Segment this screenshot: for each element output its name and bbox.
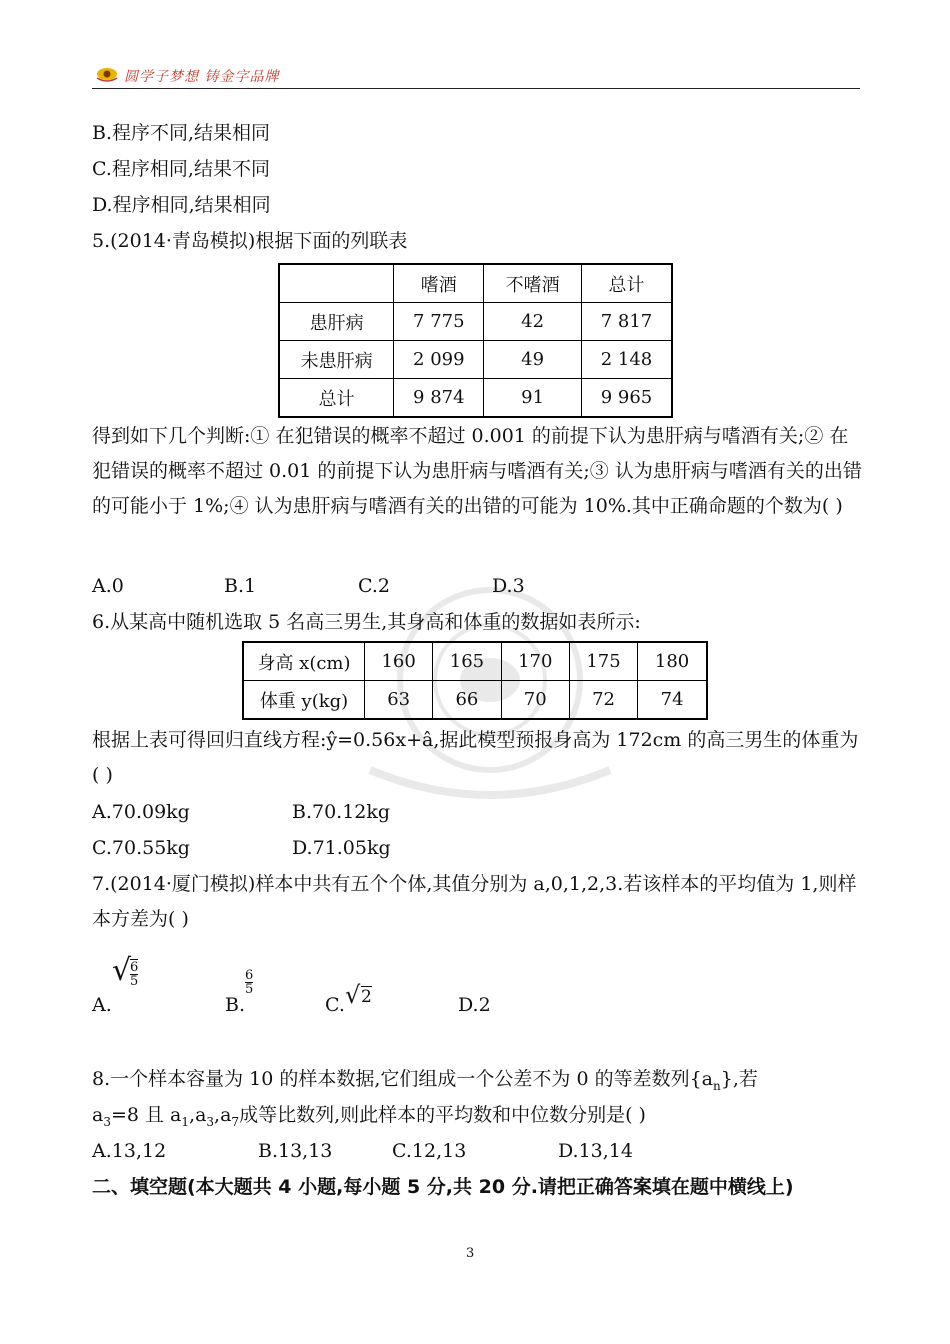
- table-cell: 身高 x(cm): [243, 642, 365, 681]
- table-row: [279, 341, 672, 379]
- table-cell: 总计: [279, 379, 394, 418]
- q6-option-d: D.71.05kg: [292, 837, 391, 859]
- q6-option-b: B.70.12kg: [292, 801, 391, 823]
- q8-option-a: A.13,12: [92, 1140, 167, 1162]
- table-row: [279, 303, 672, 341]
- table-cell: 7 817: [581, 303, 672, 341]
- table-cell: 42: [484, 303, 582, 341]
- table-cell: 72: [569, 681, 637, 720]
- table-cell: 63: [365, 681, 433, 720]
- table-row: [243, 642, 707, 681]
- table-cell: 7 775: [394, 303, 484, 341]
- table-cell: 160: [365, 642, 433, 681]
- table-cell: 2 099: [394, 341, 484, 379]
- q7-option-a-label: A.: [92, 994, 112, 1016]
- header-slogan: 圆学子梦想 铸金字品牌: [124, 69, 280, 85]
- q6-option-c: C.70.55kg: [92, 837, 190, 859]
- table-cell: 74: [638, 681, 707, 720]
- table-cell: 总计: [581, 264, 672, 303]
- table-cell: [279, 264, 394, 303]
- fraction: [245, 969, 253, 996]
- table-cell: 66: [433, 681, 501, 720]
- q5-option-a: A.0: [92, 575, 124, 597]
- table-cell: 91: [484, 379, 582, 418]
- question-8-line1: 8.一个样本容量为 10 的样本数据,它们组成一个公差不为 0 的等差数列$\{a_n\}$,若: [92, 1068, 758, 1093]
- q6-option-a: A.70.09kg: [92, 801, 190, 823]
- height-weight-table: [242, 641, 708, 720]
- table-cell: 180: [638, 642, 707, 681]
- table-cell: 患肝病: [279, 303, 394, 341]
- page-number: 3: [466, 1246, 475, 1261]
- option-d-line: D.程序相同,结果相同: [92, 194, 271, 216]
- table-cell: 9 874: [394, 379, 484, 418]
- table-cell: 170: [501, 642, 569, 681]
- contingency-table: [278, 263, 673, 418]
- question-7-text: 7.(2014·厦门模拟)样本中共有五个个体,其值分别为 a,0,1,2,3.若该样本的平均值为 1,则样本方差为( ): [92, 873, 857, 930]
- q5-option-c: C.2: [358, 575, 390, 597]
- radicand: 2: [361, 987, 372, 1007]
- table-cell: 9 965: [581, 379, 672, 418]
- sqrt-icon: √: [345, 981, 361, 1009]
- table-cell: 不嗜酒: [484, 264, 582, 303]
- option-b-line: B.程序不同,结果相同: [92, 122, 271, 144]
- section-2-heading: 二、填空题(本大题共 4 小题,每小题 5 分,共 20 分.请把正确答案填在题中横线上): [92, 1176, 794, 1198]
- question-6-title: 6.从某高中随机选取 5 名高三男生,其身高和体重的数据如表所示:: [92, 611, 641, 633]
- fraction-numerator: 6: [245, 968, 254, 983]
- page-header: [92, 64, 860, 89]
- table-row: [279, 264, 672, 303]
- table-cell: 49: [484, 341, 582, 379]
- table-cell: 165: [433, 642, 501, 681]
- logo-icon: [96, 66, 118, 82]
- option-c-line: C.程序相同,结果不同: [92, 158, 270, 180]
- q7-option-c-label: C.: [325, 994, 345, 1016]
- fraction-denominator: 5: [245, 982, 254, 997]
- sqrt-icon: √: [112, 953, 132, 988]
- table-cell: 未患肝病: [279, 341, 394, 379]
- q8-option-d: D.13,14: [558, 1140, 633, 1162]
- table-cell: 70: [501, 681, 569, 720]
- q8-option-b: B.13,13: [258, 1140, 333, 1162]
- q7-option-b-label: B.: [225, 994, 246, 1016]
- fraction-denominator: 5: [130, 974, 139, 989]
- table-row: [243, 681, 707, 720]
- question-6-text: 根据上表可得回归直线方程:ŷ=0.56x+â,据此模型预报身高为 172cm 的高三男生的体重为( ): [92, 729, 859, 786]
- q8-option-c: C.12,13: [392, 1140, 467, 1162]
- question-8-line2: $a_3=8$ 且 $a_1,a_3,a_7$成等比数列,则此样本的平均数和中位数分别是( ): [92, 1104, 646, 1129]
- q5-option-b: B.1: [224, 575, 257, 597]
- table-row: [279, 379, 672, 418]
- question-5-title: 5.(2014·青岛模拟)根据下面的列联表: [92, 230, 408, 252]
- table-cell: 2 148: [581, 341, 672, 379]
- q5-option-d: D.3: [492, 575, 525, 597]
- fraction: [130, 961, 138, 988]
- table-cell: 嗜酒: [394, 264, 484, 303]
- table-cell: 175: [569, 642, 637, 681]
- table-cell: 体重 y(kg): [243, 681, 365, 720]
- question-5-text: 得到如下几个判断:① 在犯错误的概率不超过 0.001 的前提下认为患肝病与嗜酒有关;② 在犯错误的概率不超过 0.01 的前提下认为患肝病与嗜酒有关;③ 认为患肝病与嗜酒有关的出错的可能小于 1%;④ 认为患肝病与嗜酒有关的出错的可能为 10%.其中正确命题的个数为( ): [92, 425, 862, 517]
- fraction-numerator: 6: [130, 960, 139, 975]
- q7-option-d: D.2: [458, 994, 491, 1016]
